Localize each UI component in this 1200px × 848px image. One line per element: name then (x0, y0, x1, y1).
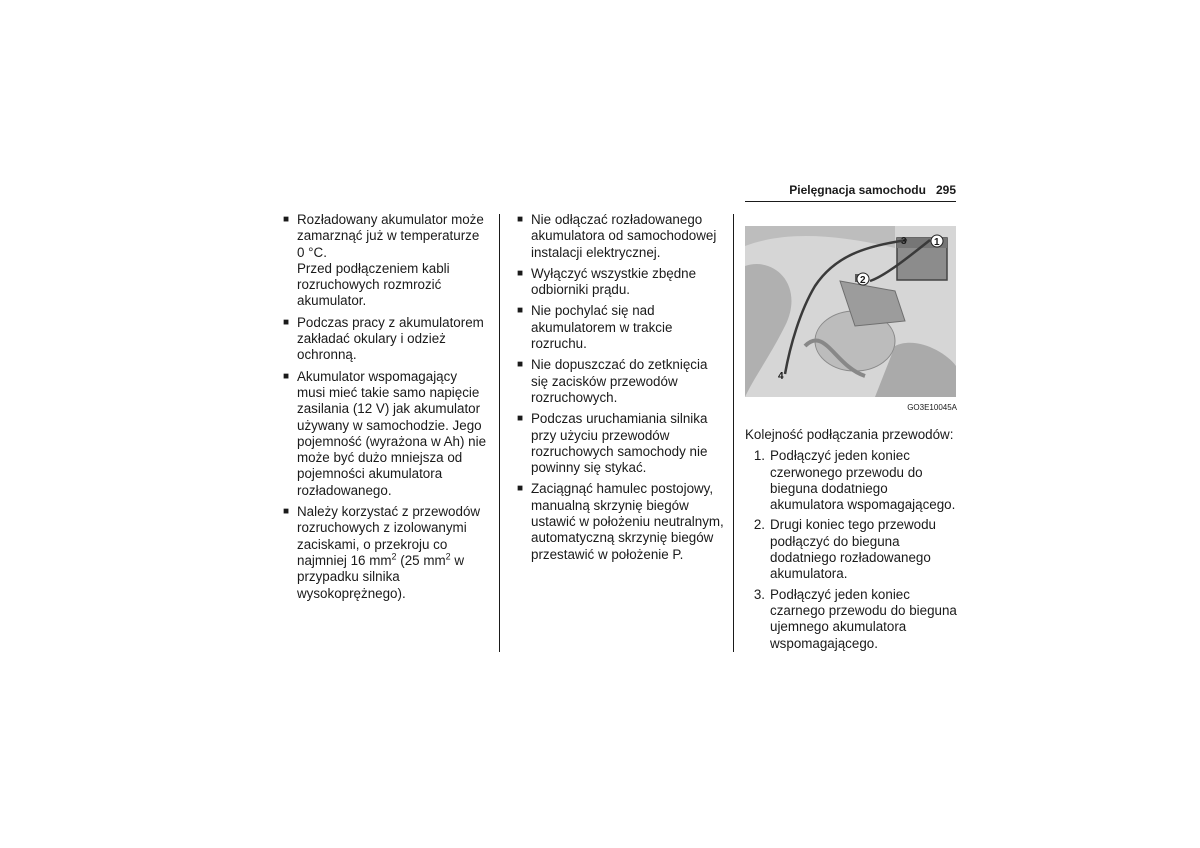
list-item (517, 303, 727, 352)
text-part: Należy korzystać z przewodów rozruchowych z izolowanymi zaciskami, o przekroju co najmniej 16 mm (297, 504, 481, 568)
step-number: 1. (753, 448, 765, 464)
figure-code: GO3E10045A (907, 403, 957, 412)
list-item (283, 315, 488, 364)
column-1 (283, 212, 488, 607)
column-divider (499, 214, 500, 652)
item-text (297, 504, 488, 602)
superscript: 2 (445, 551, 451, 562)
square-bullet-icon: ■ (517, 359, 524, 371)
step-text: Podłączyć jeden koniec czarnego przewodu do bieguna ujemnego akumulatora wspomagającego. (770, 586, 957, 651)
page-header (745, 183, 956, 197)
step-text: Drugi koniec tego przewodu podłączyć do bieguna dodatniego rozładowanego akumulatora. (770, 517, 936, 582)
text-part: (25 mm (396, 552, 446, 568)
square-bullet-icon: ■ (283, 506, 290, 518)
item-text: Zaciągnąć hamulec postojowy, manualną skrzynię biegów ustawić w położeniu neutralnym, automatyczną skrzynię biegów przestawić w położenie P. (531, 481, 724, 562)
square-bullet-icon: ■ (517, 305, 524, 317)
item-text: Nie pochylać się nad akumulatorem w trakcie rozruchu. (531, 303, 673, 352)
square-bullet-icon: ■ (517, 413, 524, 425)
item-text: Akumulator wspomagający musi mieć takie samo napięcie zasilania (12 V) jak akumulator używany w samochodzie. Jego pojemność (wyrażona w Ah) nie może być dużo mniejsza od pojemności akumulatora rozładowanego. (297, 368, 487, 498)
callout-label: 3 (901, 236, 907, 247)
list-item (745, 587, 957, 652)
square-bullet-icon: ■ (283, 214, 290, 225)
item-text: Podczas pracy z akumulatorem zakładać okulary i odzież ochronną. (297, 314, 484, 363)
steps-intro: Kolejność podłączania przewodów: (745, 427, 954, 442)
square-bullet-icon: ■ (517, 267, 524, 279)
list-item (745, 448, 957, 513)
square-bullet-icon: ■ (517, 483, 524, 495)
callout-label: 2 (860, 275, 866, 286)
header-rule (745, 201, 956, 202)
list-item (517, 481, 727, 562)
callout-label: 1 (934, 237, 940, 248)
list-item (517, 266, 727, 299)
square-bullet-icon: ■ (283, 370, 290, 382)
item-text: Rozładowany akumulator może zamarznąć już w temperaturze 0 °C. (297, 212, 484, 260)
superscript: 2 (391, 551, 397, 562)
list-item (517, 212, 727, 261)
step-text: Podłączyć jeden koniec czerwonego przewodu do bieguna dodatniego akumulatora wspomagającego. (770, 448, 956, 513)
list-item (745, 517, 957, 582)
list-item (283, 212, 488, 310)
callout-label: 4 (778, 371, 784, 382)
column-divider (733, 214, 734, 652)
section-title: Pielęgnacja samochodu (789, 183, 926, 197)
square-bullet-icon: ■ (517, 214, 524, 225)
step-number: 3. (753, 586, 765, 602)
item-text: Podczas uruchamiania silnika przy użyciu przewodów rozruchowych samochody nie powinny się stykać. (531, 411, 708, 476)
engine-bay-illustration (745, 226, 956, 397)
square-bullet-icon: ■ (283, 316, 290, 328)
list-item (283, 369, 488, 499)
engine-bay-photo (745, 226, 956, 397)
ordered-steps (745, 448, 957, 652)
text-part: w przypadku silnika wysokoprężnego). (297, 552, 465, 601)
item-text: Nie odłączać rozładowanego akumulatora od samochodowej instalacji elektrycznej. (531, 212, 717, 260)
list-item (517, 357, 727, 406)
step-number: 2. (753, 517, 765, 533)
column-2 (517, 212, 727, 568)
column-3 (745, 212, 957, 656)
item-text: Przed podłączeniem kabli rozruchowych rozmrozić akumulator. (297, 260, 450, 309)
list-item (283, 504, 488, 602)
item-text: Wyłączyć wszystkie zbędne odbiorniki prądu. (531, 265, 697, 298)
list-item (517, 411, 727, 476)
item-text: Nie dopuszczać do zetknięcia się zacisków przewodów rozruchowych. (531, 357, 708, 405)
page-number: 295 (935, 183, 956, 197)
